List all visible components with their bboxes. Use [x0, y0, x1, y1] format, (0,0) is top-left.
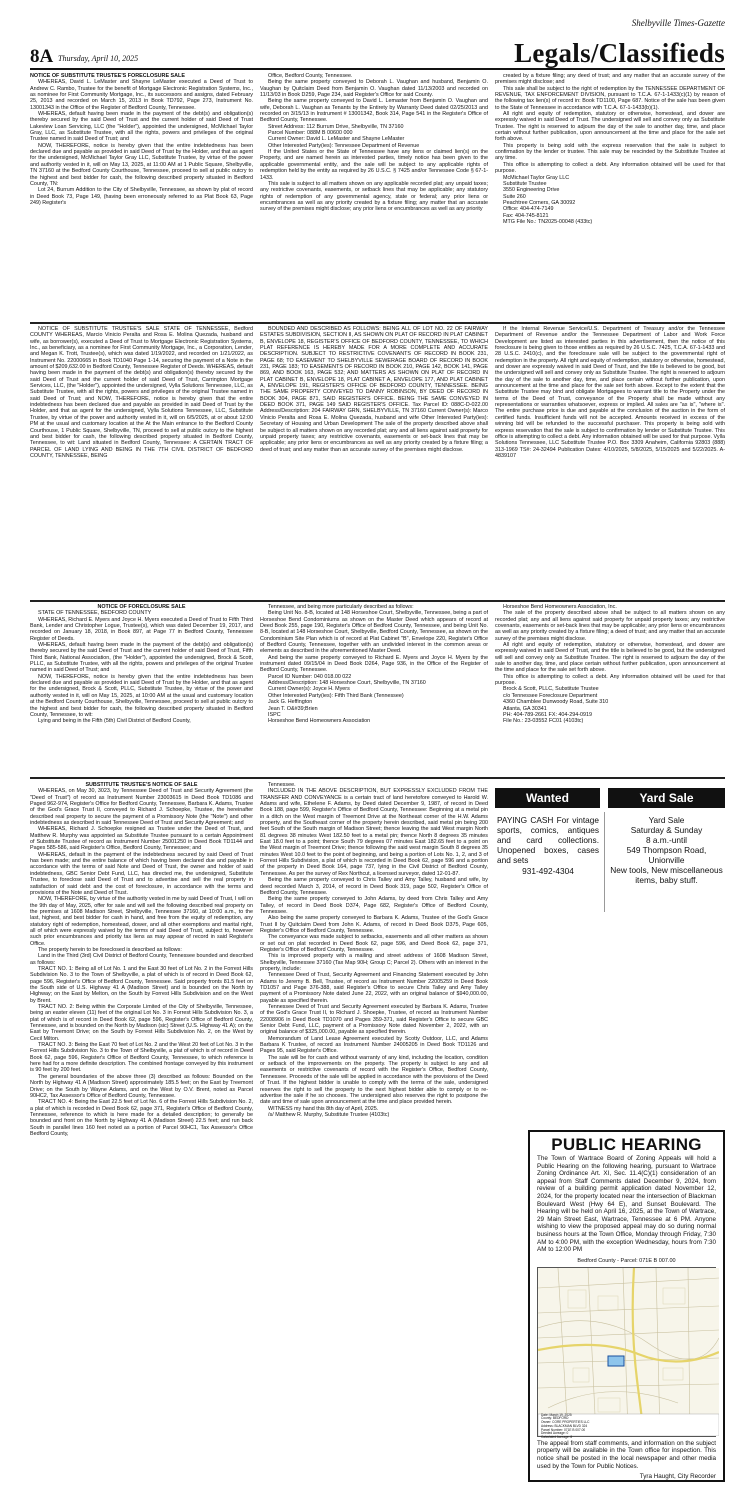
notice-paragraph: This sale shall be subject to the right of redemption by the TENNESSEE DEPARTMENT OF REVENUE, TAX ENFORCEMENT DIVISION, pursuant to T.C.A. 67-1-1433(c)(1) by reason of the following tax lien(s) of record in: Book TD1100, Page 687. Notice of the sale has been given to the State of Tennessee in accordance with T.C.A. 67-1-1433(b)(1). [495, 85, 725, 111]
notice-paragraph: Street Address: 112 Burrum Drive, Shelbyville, TN 37160 [268, 123, 404, 130]
notice-paragraph: WHEREAS, Richard J. Schoepke resigned as Trustee under the Deed of Trust, and Matthew R. Murphy was appointed as Substitute Trustee pursuant to a certain Appointment of Substitute Trustee of record as Instrument Number 25001250 in Deed Book TD1144 and Pages 585-586, said Register's Office, Bedford County, Tennessee; and [30, 826, 253, 852]
notice-paragraph: Tennessee Deed of Trust, Security Agreement and Financing Statement executed by John Adams to Jeremy B. Bell, Trustee, of record as Instrument Number 22005259 in Deed Book TD1057 and Page 376-388, said Register's Office to secure Chris Talley and Amy Talley payment of a Promissory Note dated June 22, 2022, with an original balance of $940,000.00, payable as specified therein. [260, 972, 488, 1004]
notice-paragraph: Parcel Number: 088M B 00600 000 [268, 130, 353, 137]
wanted-ad-phone: 931-492-4304 [522, 866, 574, 876]
notice-1-column-1 [30, 73, 253, 320]
public-hearing-signature: Tyra Haught, City Recorder [639, 1473, 716, 1481]
notice-paragraph: 3550 Engineering Drive [503, 187, 560, 194]
notice-paragraph: WHEREAS, Richard E. Myers and Joyce H. Myers executed a Deed of Trust to Fifth Third Bank, Lender and Christopher Logue, Trustee(s), which was dated December 19, 2017, and recorded on January 18, 2018, in Book 897, at Page 77 in Bedford County, Tennessee Register of Deeds. [30, 616, 253, 642]
notice-4-column-2 [260, 782, 488, 1482]
yard-sale-heading: Yard Sale [608, 788, 725, 808]
notice-paragraph: File No.: 23-03552 FC01 (4103tc) [503, 718, 584, 725]
public-hearing-notice [528, 1130, 725, 1482]
public-hearing-footer: The appeal from staff comments, and information on the subject property will be available in the Town office for inspection. This notice shall be posted in the local newspaper and other media used by the Town for Public Notices. [537, 1439, 716, 1470]
notice-paragraph: And being the same property conveyed to Richard E. Myers and Joyce H. Myers by the instrument dated 09/15/04 in Deed Book D264, Page 936, in the Office of the Register of Bedford County, Tennessee. [260, 654, 488, 674]
page-header [30, 18, 725, 68]
notice-paragraph: Lot 24, Burrum Addition to the City of Shelbyville, Tennessee, as shown by plat of record in Deed Book 73, Page 149, (having been erroneously referred to as Plat Book 63, Page 249) Register's [30, 187, 253, 206]
notice-paragraph: All right and equity of redemption, statutory or otherwise, homestead, and dower are expressly waived in said Deed of Trust, and the title is believed to be good, but the undersigned will sell and convey only as Substitute Trustee. The right is reserved to adjourn the day of the sale to another day, time, and place certain without further publication, upon announcement at the time and place for the sale set forth above. [495, 642, 725, 674]
notice-2-column-1 [30, 326, 253, 598]
wanted-heading: Wanted [495, 788, 600, 808]
notice-2-column-2 [260, 326, 488, 598]
notice-paragraph: WHEREAS, default having been made in the payment of the debt(s) and obligation(s) thereby secured by the said Deed of Trust and the current holder of said Deed of Trust, Fifth Third Bank, National Association, (the "Holder"), appointed the undersigned, Brock & Scott, PLLC, as Substitute Trustee, with all the rights, powers and privileges of the original Trustee named in said Deed of Trust; and [30, 642, 253, 674]
yard-sale-when: Saturday & Sunday [630, 825, 703, 835]
yard-sale-time: 8 a.m.-until [645, 835, 688, 845]
notice-paragraph: This office is attempting to collect a debt. Any information obtained will be used for that purpose. [495, 161, 725, 175]
notice-paragraph: Being Unit No. 8-B, located at 148 Horseshoe Court, Shelbyville, Tennessee, being a part of Horseshoe Bend Condominiums as shown on the Master Deed which appears of record at Deed Book 255, page 190, Register's Office of Bedford County, Tennessee, and being Unit No. 8-B, located at 148 Horseshoe Court, Shelbyville, Bedford County, Tennessee, as shown on the Condominium Site Plan which is of record at Plat Cabinet "B", Envelope 220, Register's Office of Bedford County, Tennessee, together with an undivided interest in the common areas or elements as described in the aforementioned Master Deed. [260, 610, 488, 655]
notice-paragraph: STATE OF TENNESSEE, BEDFORD COUNTY [38, 610, 152, 617]
notice-paragraph: This office is attempting to collect a debt. Any information obtained will be used for that purpose. [495, 673, 725, 687]
section-title: Legals/Classifieds [514, 38, 725, 68]
notice-4-column-1 [30, 782, 253, 1482]
notice-paragraph: Office, Bedford County, Tennessee. [268, 73, 353, 79]
notice-paragraph: ISPC [268, 711, 281, 718]
notice-paragraph: NOW, THEREFORE, notice is hereby given that the entire indebtedness has been declared due and payable as provided in said Deed of Trust by the Holder, and that as agent for the undersigned, McMichael Taylor Gray LLC, Substitute Trustee, by virtue of the power and authority vested in it, will on May 13, 2025, at 11:00 AM at 1 Public Square, Shelbyville, TN 37160 at the Bedford County Courthouse, Tennessee, proceed to sell at public outcry to the highest and best bidder for cash, the following described property situated in Bedford County, TN: [30, 142, 253, 187]
notice-paragraph: /s/ Matthew R. Murphy, Substitute Trustee (4103tc) [268, 1111, 390, 1118]
yard-sale-details: New tools, New miscellaneous items, baby stuff. [610, 865, 723, 885]
notice-paragraph: NOW, THEREFORE, notice is hereby given that the entire indebtedness has been declared due and payable as provided in said Deed of Trust by the Holder, and that as agent for the undersigned, Brock & Scott, PLLC, Substitute Trustee, by virtue of the power and authority vested in it, will on May 15, 2025, at 10:00 AM at the usual and customary location at the Bedford County Courthouse, Shelbyville, Tennessee, proceed to sell at public outcry to the highest and best bidder for cash, the following described property situated in Bedford County, Tennessee, to wit: [30, 673, 253, 718]
notice-1-column-3 [495, 73, 725, 320]
notice-2-column-3 [495, 326, 725, 598]
notice-paragraph: This sale is subject to all matters shown on any applicable recorded plat; any unpaid taxes; any restrictive covenants, easements, or setback lines that may be applicable; any statutory rights of redemption of any governmental agency, state or federal; any prior liens or encumbrances as well as any priority created by a fixture filing; any matter that an accurate survey of the premises might disclose; any prior liens or encumbrances as well as any priority [260, 180, 488, 213]
notice-paragraph: Tennessee. [268, 782, 296, 788]
notice-paragraph: WHEREAS, default in the payment of the indebtedness secured by said Deed of Trust has been made; and the entire balance of which having been declared due and payable in accordance with the terms of said Note and Deed of Trust, the owner and holder of said indebtedness, GBC Senior Debt Fund, LLC, has directed me, the undersigned, Substitute Trustee, to foreclose said Deed of Trust and to advertise and sell the real property in satisfaction of said debt and the cost of foreclosure, in accordance with the terms and provisions of the Note and Deed of Trust. [30, 851, 253, 896]
notice-paragraph: WHEREAS, on May 30, 3023, by Tennessee Deed of Trust and Security Agreement (the "Deed of Trust") of record as Instrument Number 23003615 in Deed Book TD1086 and Paged 962-974, Register's Office for Bedford County, Tennessee, Barbara K. Adams, Trustee of the God's Grace Trust II, conveyed to Richard J. Schoepke, Trustee, the hereinafter described real property to secure the payment of a Promissory Note (the "Note") and other indebtedness as described in said Tennessee Deed of Trust and Security Agreement; and [30, 788, 253, 827]
notice-heading: SUBSTITUTE TRUSTEE'S NOTICE OF SALE [85, 782, 198, 788]
notice-paragraph: Tennessee Deed of Trust and Security Agreement executed by Barbara K. Adams, Trustee of the God's Grace Trust II, to Richard J. Shoepke, Trustee, of record as Instrument Number 22008906 in Deed Book TD1070 and Pages 359-371, said Register's Office to secure GBC Senior Debt Fund, LLC, payment of a Promissory Note dated November 2, 2022, with an original balance of $325,000.00, payable as specified therein. [260, 1004, 488, 1036]
parcel-map [537, 1267, 716, 1437]
notice-paragraph: Substitute Trustee [503, 180, 547, 187]
notice-paragraph: Memorandum of Land Lease Agreement executed by Scotty Outdoor, LLC, and Adams Barbara K Trustee, of record as Instrument Number 24005205 in Deed Book TD1126 and Pages 95, said Register's Office. [260, 1035, 488, 1055]
notice-1-column-2 [260, 73, 488, 320]
wanted-ad-body: PAYING CASH For vintage sports, comics, antiques and card collections. Unopened boxes, cases and sets [497, 815, 599, 865]
notice-paragraph: Fax: 404-745-8121 [503, 212, 549, 219]
notice-paragraph: The property herein to be foreclosed is described as follows: [38, 946, 182, 953]
notice-paragraph: Parcel ID Number: 040 018.00 022 [268, 673, 352, 680]
notice-paragraph: created by a fixture filing; any deed of trust; and any matter that an accurate survey of the premises might disclose; and [495, 73, 725, 86]
map-owner: County: BEDFORD Owner: CORE PROPERTIES LLC Address: BLACKMAN BLVD 324 Parcel Number: 071E B 007.00 Deeded Acreage: 0 Calculated Acreage: 8 [541, 1416, 590, 1439]
notice-paragraph: All right and equity of redemption, statutory or otherwise, homestead, and dower are expressly waived in said Deed of Trust. The undersigned will sell and convey only as Substitute Trustee. The right is reserved to adjourn the day of the sale to another day, time, and place certain without further publication, upon announcement at the time and place for the sale set forth above. [495, 111, 725, 143]
wanted-ad [497, 815, 599, 876]
public-hearing-body: The Town of Wartrace Board of Zoning Appeals will hold a Public Hearing on the following hearing, pursuant to Wartrace Zoning Ordinance Art. XI, Sec. 11.4(C)(1) consideration of an appeal from Staff Comments dated December 9, 2024, from review of a building permit application dated November 12, 2024, for the property located near the intersection of Blackman Boulevard West (Hwy 64 E), and Sunset Boulevard. The Hearing will be held on April 16, 2025, at the Town of Wartrace, 29 Main Street East, Wartrace, Tennessee at 6 PM. Anyone wishing to view the proposed appeal may do so during normal business hours at the Town Office, Monday through Friday, 7:30 AM to 4:00 PM, with the exception Wednesday, hours from 7:30 AM to 12:00 PM [537, 1155, 716, 1254]
notice-paragraph: Atlanta, GA 30341 [503, 705, 547, 712]
notice-paragraph: Jack G. Heffington [268, 699, 313, 706]
map-date: Date: March 19, 2025 [541, 1412, 572, 1417]
notice-paragraph: The sale will be for cash and without warranty of any kind, including the location, condition or setback of the improvements on the property. The property is subject to any and all easements or restrictive covenants of record with the Register's Office, Bedford County, Tennessee. Proceeds of the sale will be applied in accordance with the provisions of the Deed of Trust. If the highest bidder is unable to comply with the terms of the sale, undersigned reserves the right to sell the property to the next highest bidder able to comply or to re-advertise the sale if he so chooses. The undersigned also reserves the right to postpone the date and time of sale upon announcement at the time and place provided herein. [260, 1054, 488, 1106]
notice-paragraph: 4360 Chamblee Dunwoody Road, Suite 310 [503, 699, 609, 706]
notice-paragraph: Other Interested Party(ies): Fifth Third Bank (Tennessee) [268, 692, 404, 699]
notice-paragraph: TRACT NO. 2: Being within the Corporate Limited of the City of Shelbyville, Tennessee, being an easter eleven (11) feet of the original Lot No. 3 in Forrest Hills Subdivision No. 3, a plat of which is of record in Deed Book 62, page 596, Register's Office of Bedford County, Tennessee, and is bounded on the North by Madison (sic) Street (U.S. Highway 41 A); on the East by Treemont Drive; on the South by Forrest Hills Subdivision No. 2, on the West by Cecil Milton. [30, 1004, 253, 1042]
notice-paragraph: Other Interested Party(ies): Tennessee Department of Revenue [268, 142, 420, 149]
notice-paragraph: TRACT NO. 1: Being all of Lot No. 1 and the East 30 feet of Lot No. 2 in the Forrest Hills Subdivision No. 3 to the Town of Shelbyville, a plat of which is of record in Deed Book 62, page 596, Register's Office of Bedford County, Tennessee. Said property fronts 81.5 feet on the South side of U.S. Highway 41 A (Madison Street) and is bounded on the North by Highway; on the East by Melton, on the South by Forrest Hills Subdivision and on the West by Brent. [30, 965, 253, 1004]
notice-paragraph: Land in the Third (3rd) Civil District of Bedford County, Tennessee bounded and described as follows: [30, 953, 253, 966]
notice-paragraph: Current Owner: David L. LeMaster and Shayne LeMaster [268, 136, 405, 143]
notice-paragraph: Being the same property conveyed to John Adams, by deed from Chris Talley and Amy Talley, of record in Deed Book D374, Page 682, Register's Office of Bedford County, Tennessee. [260, 896, 488, 915]
yard-sale-ad [608, 815, 725, 885]
notice-paragraph: Horseshoe Bend Homeowners Association [268, 718, 371, 725]
notice-3-column-3 [495, 604, 725, 774]
issue-date: Thursday, April 10, 2025 [58, 54, 139, 63]
notice-paragraph: BOUNDED AND DESCRIBED AS FOLLOWS: BEING ALL OF LOT NO. 22 OF FAIRWAY ESTATES SUBDIVISION, SECTION II, AS SHOWN ON PLAT OF RECORD IN PLAT CABINET B, ENVELOPE 18, REGISTER'S OFFICE OF BEDFORD COUNTY, TENNESSEE, TO WHICH PLAT REFERENCE IS HEREBY MADE FOR A MORE COMPLETE AND ACCURATE DESCRIPTION. SUBJECT TO RESTRICTIVE COVENANTS OF RECORD IN BOOK 231, PAGE 68; TO EASEMENT TO SHELBYVILLE SEWERAGE BOARD OF RECORD IN BOOK 231, PAGE 183; TO EASEMENTS OF RECORD IN BOOK 210, PAGE 142, BOOK 141, PAGE 869, AND BOOK 163, PAGE 532; AND MATTERS AS SHOWN ON PLAT OF RECORD IN PLAT CABINET B, ENVELOPE 18, PLAT CABINET A, ENVELOPE 177, AND PLAT CABINET A, ENVELOPE 191, REGISTER'S OFFICE OF BEDFORD COUNTY, TENNESSEE. BEING THE SAME PROPERTY CONVEYED TO DANNY ROBINSON, BY DEED OF RECORD IN BOOK 304, PAGE 871, SAID REGISTER'S OFFICE. BEING THE SAME CONVEYED IN DEED BOOK 371, PAGE 149 SAID REGISTER'S OFFICE. Tax Parcel ID: 088C-D-022.00 Address/Description: 204 FAIRWAY GRN, SHELBYVILLE, TN 37160 Current Owner(s): Marco Vinicio Peralta and Rosa E. Molina Quezada, husband and wife Other Interested Party(ies): Secretary of Housing and Urban Development The sale of the property described above shall be subject to all matters shown on any recorded plat; any and all liens against said property for unpaid property taxes; any restrictive covenants, easements or set-back lines that may be applicable; any prior liens or encumbrances as well as any priority created by a fixture filing; a deed of trust; and any matter than an accurate survey of the premises might disclose. [260, 326, 488, 453]
notice-paragraph: WHEREAS, default having been made in the payment of the debt(s) and obligation(s) thereby secured by the said Deed of Trust and the current holder of said Deed of Trust Lakeview Loan Servicing, LLC (the "Holder"), appointed the undersigned, McMichael Taylor Gray, LLC, as Substitute Trustee, with all the rights, powers and privileges of the original Trustee named in said Deed of Trust; and [30, 111, 253, 143]
parcel-map-graphic [538, 1268, 719, 1436]
notice-paragraph: Being the same property conveyed to Deborah L. Vaughan and husband, Benjamin O. Vaughan by Quitclaim Deed from Benjamin O. Vaughan dated 11/13/2003 and recorded on 11/13/03 in Book D259, Page 234, said Register's Office for said County. [260, 79, 488, 99]
notice-heading: NOTICE OF SUBSTITUTE TRUSTEE'S FORECLOSURE SALE [30, 73, 185, 79]
public-hearing-title: PUBLIC HEARING [551, 1135, 702, 1154]
notice-paragraph: Jean T. O&#39;Brien [268, 705, 318, 712]
notice-paragraph: NOW, THEREFORE, by virtue of the authority vested in me by said Deed of Trust, I will on the 9th day of May, 2025, offer for sale and will sell the following described real property on the premises at 1608 Madison Street, Shelbyville, Tennessee 37160, at 10:00 a.m., to the last, highest, and best bidder for cash in hand, and free from the equity of redemption, any statutory right of redemption, homestead, dower, and all other exemptions and marital right, all of which were expressly waived by the terms of said Deed of Trust, subject to, however such prior encumbrances and priority tax liens as may appear of record in said Register's Office. [30, 896, 253, 947]
ad-divider [604, 812, 605, 912]
notice-paragraph: Peachtree Corners, GA 30092 [503, 199, 576, 206]
notice-paragraph: TRACT NO. 4: Being the East 22.5 feet of Lot No. 6 of the Forrest Hills Subdivision No. 2, a plat of which is recorded in Deed Book 62, page 371, Register's Office of Bedford County, Tennessee, reference to which is here made for a detailed description; to generally be bounded and front on the North by Highway 41 A (Madison Street) 22.5 feet; and run back South in parallel lines 160 feet noted as a portion of Parcel 90HC1, Tax Assessor's Office Bedford County, [30, 1099, 253, 1137]
notice-paragraph: The sale of the property described above shall be subject to all matters shown on any recorded plat; any and all liens against said property for unpaid property taxes; any restrictive covenants, easements or set-back lines that may be applicable; any prior liens or encumbrances as well as any priority created by a fixture filing; a deed of trust; and any matter that an accurate survey of the premises might disclose. [495, 610, 725, 642]
notice-paragraph: WHEREAS, David L. LeMaster and Shayne LeMaster executed a Deed of Trust to Andrew C. Rambo, Trustee for the benefit of Mortgage Electronic Registration Systems, Inc., as nominee for First Community Mortgage, Inc., its successors and assigns, dated February 25, 2013 and recorded on March 15, 2013 in Book TD792, Page 273, Instrument No. 13001343 in the Office of the Register of Bedford County, Tennessee. [30, 79, 253, 111]
notice-paragraph: The conveyance was made subject to setbacks, easements and all other matters as shown or set out on plat recorded in Deed Book 62, page 596, and Deed Book 62, page 371, Register's Office of Bedford County, Tennessee. [260, 934, 488, 953]
page-number: 8A [30, 46, 54, 67]
notice-paragraph: Being the same property conveyed to Chris Talley and Amy Talley, husband and wife, by deed recorded March 3, 2014, of record in Deed Book 319, page 502, Register's Office of Bedford County, Tennessee. [260, 877, 488, 896]
notice-paragraph: Office: 404-474-7149 [503, 206, 554, 213]
notice-paragraph: NOTICE OF SUBSTITUTE TRUSTEE'S SALE STATE OF TENNESSEE, Bedford COUNTY WHEREAS, Marcio Vinicio Peralta and Rosa E. Molina Quezada, husband and wife, as borrower(s), executed a Deed of Trust to Mortgage Electronic Registration Systems, Inc., as beneficiary, as a nominee for First Community Mortgage, Inc., a Corporation, Lender, and Megan K. Trott, Trustee(s), which was dated 1/19/2022, and recorded on 1/21/2022, as Instrument No. 22000665 in Book TD1040 Page 1-14, securing the payment of a Note in the amount of $209,632.00 in Bedford County, Tennessee Register of Deeds. WHEREAS, default having been made in the payment of the debt(s) and obligation(s) thereby secured by the said Deed of Trust and the current holder of said Deed of Trust, Carrington Mortgage Services, LLC, (the "Holder"), appointed the undersigned, Vylla Solutions Tennessee, LLC, as Substitute Trustee, with all the rights, powers and privileges of the original Trustee named in said Deed of Trust; and NOW, THEREFORE, notice is hereby given that the entire indebtedness has been declared due and payable as provided in said Deed of Trust by the Holder, and that as agent for the undersigned, Vylla Solutions Tennessee, LLC, Substitute Trustee, by virtue of the power and authority vested in it, will on 6/5/2025, at or about 12:00 PM at the usual and customary location at the At the Main entrance to the Bedford County Courthouse, 1 Public Square, Shelbyville, TN, proceed to sell at public outcry to the highest and best bidder for cash, the following described property situated in Bedford County, Tennessee, to wit: Land situated in Bedford County, Tennessee: A CERTAIN TRACT OF PARCEL OF LAND LYING AND BEING IN THE 7TH CIVIL DISTRICT OF BEDFORD COUNTY, TENNESSEE, BEING [30, 326, 253, 459]
divider [30, 777, 725, 779]
notice-paragraph: Being the same property conveyed to David L. Lemaster from Benjamin O. Vaughan and wife, Deborah L. Vaughan as Tenants by the Entirety by Warranty Deed dated 02/25/2013 and recorded on 3/15/13 in Instrument # 13001342, Book 314, Page 541 in the Register's Office of Bedford County, Tennessee. [260, 98, 488, 124]
notice-paragraph: INCLUDED IN THE ABOVE DESCRIPTION, BUT EXPRESSLY EXCLUDED FROM THE TRANSFER AND CONVEYANCE is a certain tract of land heretofore conveyed to Harold W. Adams and wife, Ethelene F. Adams, by Deed dated December 9, 1987, of record in Deed Book 188, page 599, Register's Office of Bedford County, Tennessee: Beginning at a metal pin in a ditch on the West margin of Treemont Drive at the Northeast corner of the H.W. Adams property, and the Southeast corner of the property herein described, said metal pin being 200 feet South of the South margin of Madison Street; thence leaving the said West margin North 81 degrees 38 minutes West 182.50 feet to a metal pin; thence North 8 degrees 35 minutes East 18.0 feet to a point; thence South 79 degrees 07 minutes East 182.65 feet to a point on the West margin of Treemont Drive; thence following the said west margin South 8 degrees 35 minutes West 10.0 feet to the point of beginning, and being a portion of Lots No. 1, 2, and 3 of Forrest Hills Subdivision, a plat of which is recorded in Deed Book 62, page 596 and a portion of the property in Deed Book 164, page 737, lying in the Civil District of Bedford County, Tennessee. As per the survey of Rex Northcut, a licensed surveyor, dated 12-01-87. [260, 788, 488, 877]
notice-paragraph: Brock & Scott, PLLC, Substitute Trustee [503, 686, 599, 693]
notice-paragraph: Tennessee, and being more particularly described as follows: [268, 604, 414, 610]
notice-3-column-1 [30, 604, 253, 774]
notice-paragraph: If the United States or the State of Tennessee have any liens or claimed lien(s) on the Property, and are named herein as interested parties, timely notice has been given to the applicable governmental entity, and the sale will be subject to any applicable rights of redemption held by the entity as required by 26 U.S.C. § 7425 and/or Tennessee Code § 67-1-1433. [260, 149, 488, 181]
yard-sale-title: Yard Sale [648, 815, 685, 825]
publication-name: Shelbyville Times-Gazette [631, 18, 725, 28]
map-caption: Bedford County - Parcel: 071E B 007.00 [577, 1257, 676, 1264]
notice-heading: NOTICE OF FORECLOSURE SALE [97, 604, 186, 610]
notice-paragraph: The general boundaries of the above three (3) described as follows: Bounded on the North by Highway 41 A (Madison Street) approximately 185.5 feet; on the East by Treemont Drive; on the South by Wayne Adams, and on the West by O.V. Brent, noted as Parcel 90HC2, Tax Assessor's Office of Bedford County, Tennessee. [30, 1073, 253, 1099]
notice-paragraph: Current Owner(s): Joyce H. Myers [268, 686, 350, 693]
notice-paragraph: c/o Tennessee Foreclosure Department [503, 692, 598, 699]
notice-paragraph: If the Internal Revenue Service/U.S. Department of Treasury and/or the Tennessee Department of Revenue and/or the Tennessee Department of Labor and Work Force Development are listed as interested parties in this advertisement, then the notice of this foreclosure is being given to those entities as required by 26 U.S.C. 7425, T.C.A. 67-1-1433 and 28 U.S.C. 2410(c), and the foreclosure sale will be subject to the governmental right of redemption in the property. All right and equity of redemption, statutory or otherwise, homestead, and dower are expressly waived in said Deed of Trust, and the title is believed to be good, but the undersigned will sell and convey only as Substitute Trustee. The right is reserved to adjourn the day of the sale to another day, time, and place certain without further publication, upon announcement at the time and place for the sale set forth above. Except to the extent that the Substitute Trustee may bind and obligate Mortgagees to warrant title to the Property under the terms of the Deed of Trust, conveyance of the Property shall be made without any representations or warranties whatsoever, express or implied. All sales are "as is", "where is". The entire purchase price is due and payable at the conclusion of the auction in the form of certified funds. Insufficient funds will not be accepted. Amounts received in excess of the winning bid will be refunded to the successful purchaser. This property is being sold with express reservation that the sale is subject to confirmation by lender or Substitute Trustee. This office is attempting to collect a debt. Any information obtained will be used for that purpose. Vylla Solutions Tennessee, LLC Substitute Trustee P.O. Box 3309 Anaheim, California 92803 (888) 313-1969 TS#: 24-32494 Publication Dates: 4/10/2025, 5/8/2025, 5/15/2025 and 5/22/2025. A-4839107 [495, 326, 725, 459]
notice-paragraph: This property is being sold with the express reservation that the sale is subject to confirmation by the lender or trustee. This sale may be rescinded by the Substitute Trustee at any time. [495, 142, 725, 162]
divider [30, 600, 725, 602]
notice-3-column-2 [260, 604, 488, 774]
notice-paragraph: TRACT NO. 3: Being the East 70 feet of Lot No. 2 and the West 20 feet of Lot No. 3 in the Forrest Hills Subdivision No. 3 to the Town of Shelbyville, a plat of which is of record in Deed Book 62, page 596, Register's Office of Bedford County, Tennessee, to which reference is here had for a more definite description. The combined frontage conveyed by this instrument is 90 feet by 200 feet. [30, 1042, 253, 1074]
header-rule [30, 68, 725, 70]
notice-paragraph: PH: 404-789-2661 FX: 404-294-0919 [503, 711, 593, 718]
yard-sale-town: Unionville [648, 855, 685, 865]
notice-paragraph: WITNESS my hand this 8th day of April, 2025. [268, 1105, 379, 1112]
notice-paragraph: Address/Description: 148 Horseshoe Court, Shelbyville, TN 37160 [268, 680, 426, 687]
notice-paragraph: Lying and being in the Fifth (5th) Civil District of Bedford County, [38, 718, 191, 725]
map-legend [541, 1414, 621, 1440]
notice-paragraph: Horseshoe Bend Homeowners Association, Inc. [503, 604, 617, 610]
notice-paragraph: Also being the same property conveyed to Barbara K. Adams, Trustee of the God's Grace Trust II by Quitclaim Deed from John K. Adams, of record in Deed Book D375, Page 605, Register's Office of Bedford County, Tennessee. [260, 915, 488, 934]
divider [30, 322, 725, 324]
notice-paragraph: This is improved property with a mailing and street address of 1608 Madison Street, Shelbyville, Tennessee 37160 (Tax Map 90H; Group C; Parcel 2). Others with an interest in the property, include: [260, 953, 488, 972]
notice-paragraph: Suite 260 [503, 193, 526, 200]
notice-paragraph: McMichael Taylor Gray LLC [503, 174, 570, 181]
notice-paragraph: MTG File No.: TN2025-00048 (433tc) [503, 218, 593, 225]
yard-sale-address: 549 Thompson Road, [626, 845, 707, 855]
